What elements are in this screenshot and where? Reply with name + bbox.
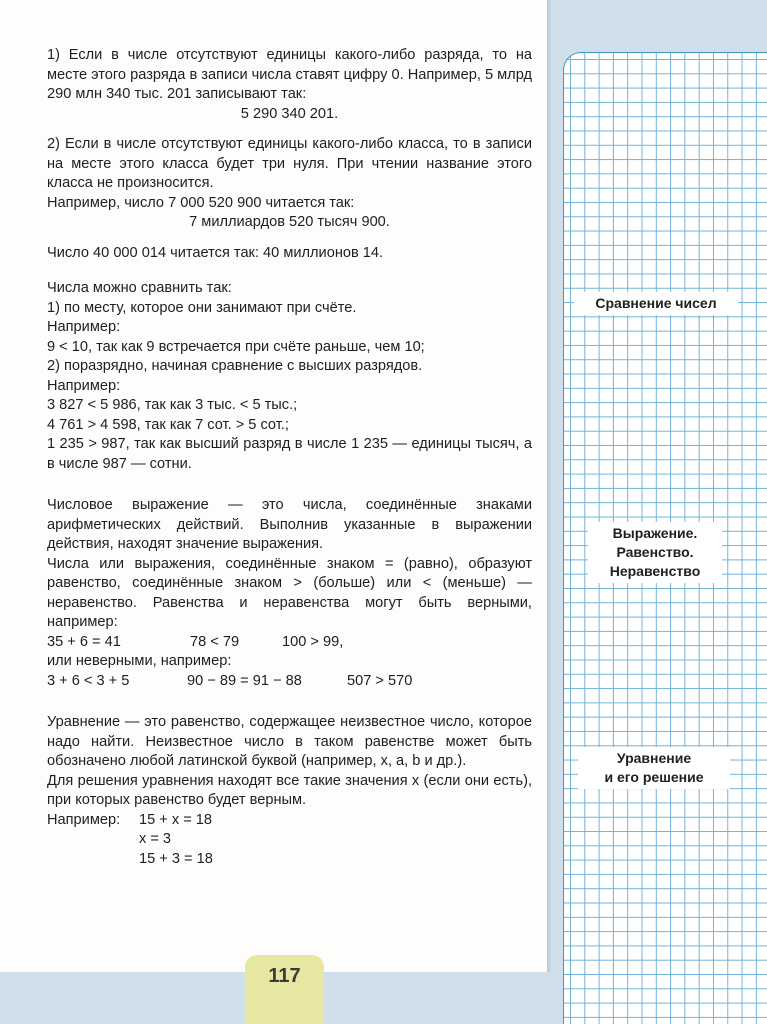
rule-2-example: 7 миллиардов 520 тысяч 900. [189, 214, 390, 230]
equation-example [47, 811, 532, 831]
comparison-line: 3 827 < 5 986, так как 3 тыс. < 5 тыс.; [47, 397, 298, 413]
equation-step: 15 + x = 18 [139, 811, 213, 828]
rule-2-example-intro: Например, число 7 000 520 900 читается так: [47, 194, 355, 211]
false-examples-intro: или неверными, например: [47, 653, 232, 669]
equation-step: 15 + 3 = 18 [139, 850, 213, 867]
comparison-line: Например: [47, 377, 121, 394]
expression-definition: Числовое выражение — это числа, соединённые знаками арифметических действий. Выполнив указанные в выражении действия, находят значение выражения. [47, 497, 532, 552]
false-example: 90 − 89 = 91 − 88 [187, 672, 302, 689]
equation-step: x = 3 [139, 831, 172, 847]
comparison-line: 1 235 > 987, так как высший разряд в числе 1 235 — единицы тысяч, а в числе 987 — сотни. [47, 436, 532, 472]
example-intro: Например: [47, 811, 121, 828]
page-number: 117 [245, 955, 324, 1024]
rule-1-text: 1) Если в числе отсутствуют единицы какого-либо разряда, то на месте этого разряда в записи числа ставят цифру 0. Например, 5 млрд 290 млн 340 тыс. 201 записывают так: [47, 47, 532, 102]
comparison-line: Например: [47, 319, 121, 335]
equality-definition: Числа или выражения, соединённые знаком = (равно), образуют равенство, соединённые знаком > (больше) или < (меньше) — неравенство. Равенства и неравенства могут быть верными, например: [47, 555, 532, 630]
page-edge-shadow [547, 0, 552, 972]
equation-definition: Уравнение — это равенство, содержащее неизвестное число, которое надо найти. Неизвестное число в таком равенстве может быть обозначено любой латинской буквой (например, x, a, b и др.). [47, 714, 532, 769]
comparison-line: 2) поразрядно, начиная сравнение с высших разрядов. [47, 358, 423, 374]
sidebar-label-comparison: Сравнение чисел [574, 292, 738, 315]
comparison-line: 9 < 10, так как 9 встречается при счёте раньше, чем 10; [47, 338, 425, 355]
true-example: 78 < 79 [190, 633, 240, 650]
rule-2-text: 2) Если в числе отсутствуют единицы какого-либо класса, то в записи на месте этого класса будет три нуля. При чтении название этого класса не произносится. [47, 136, 532, 191]
comparison-line: Числа можно сравнить так: [47, 280, 232, 296]
false-example: 3 + 6 < 3 + 5 [47, 672, 130, 689]
comparison-line: 4 761 > 4 598, так как 7 сот. > 5 сот.; [47, 416, 289, 433]
sidebar-label-expression: Выражение. Равенство. Неравенство [588, 522, 722, 583]
true-example: 100 > 99, [282, 633, 344, 650]
rule-1-example: 5 290 340 201. [240, 105, 339, 122]
false-examples-row [47, 672, 532, 692]
rule-2-example-2: Число 40 000 014 читается так: 40 миллионов 14. [47, 244, 384, 261]
page-text [47, 46, 532, 869]
true-example: 35 + 6 = 41 [47, 633, 121, 650]
equation-solving: Для решения уравнения находят все такие значения x (если они есть), при которых равенство будет верным. [47, 772, 532, 808]
true-examples-row [47, 633, 532, 653]
false-example: 507 > 570 [347, 672, 413, 689]
sidebar-label-equation: Уравнение и его решение [578, 747, 730, 789]
comparison-line: 1) по месту, которое они занимают при счёте. [47, 299, 357, 316]
